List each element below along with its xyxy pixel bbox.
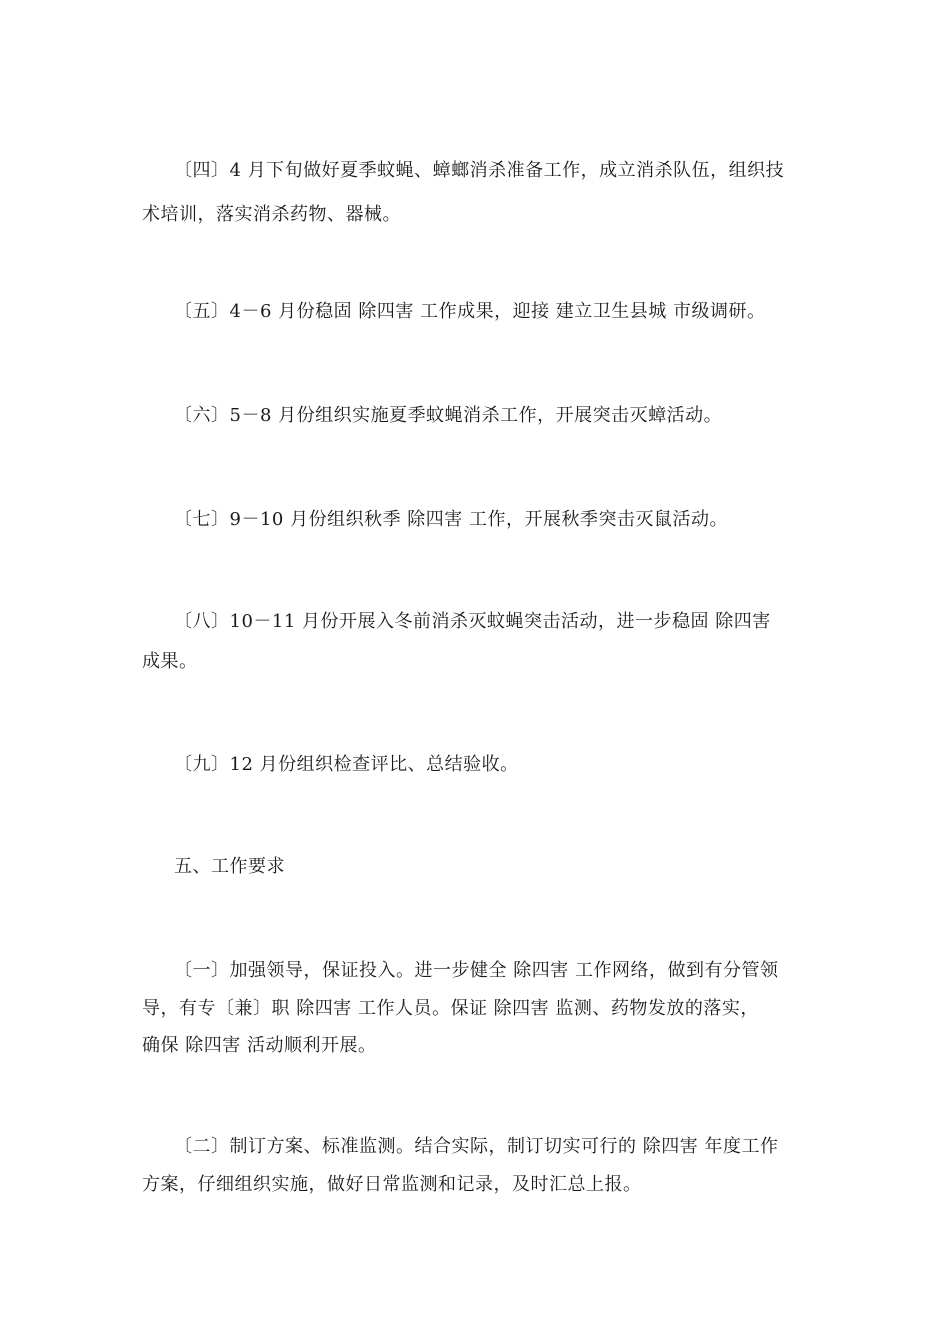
item-7-line-1: 〔七〕9－10 月份组织秋季 除四害 工作，开展秋季突击灭鼠活动。 [174,509,729,530]
item-6-line-1: 〔六〕5－8 月份组织实施夏季蚊蝇消杀工作，开展突击灭蟑活动。 [174,405,723,426]
item-9-line-1: 〔九〕12 月份组织检查评比、总结验收。 [174,754,519,775]
req-2-line-2: 方案，仔细组织实施，做好日常监测和记录，及时汇总上报。 [142,1174,642,1195]
item-4-line-1: 〔四〕4 月下旬做好夏季蚊蝇、蟑螂消杀准备工作，成立消杀队伍，组织技 [174,160,785,181]
req-1-line-3: 确保 除四害 活动顺利开展。 [142,1035,377,1056]
item-8-line-2: 成果。 [142,651,198,672]
item-5-line-1: 〔五〕4－6 月份稳固 除四害 工作成果，迎接 建立卫生县城 市级调研。 [174,301,766,322]
req-1-line-1: 〔一〕加强领导，保证投入。进一步健全 除四害 工作网络，做到有分管领 [174,960,779,981]
section-heading: 五、工作要求 [174,856,285,877]
req-1-line-2: 导，有专〔兼〕职 除四害 工作人员。保证 除四害 监测、药物发放的落实， [142,998,759,1019]
item-4-line-2: 术培训，落实消杀药物、器械。 [142,204,401,225]
req-2-line-1: 〔二〕制订方案、标准监测。结合实际，制订切实可行的 除四害 年度工作 [174,1136,779,1157]
item-8-line-1: 〔八〕10－11 月份开展入冬前消杀灭蚊蝇突击活动，进一步稳固 除四害 [174,611,771,632]
